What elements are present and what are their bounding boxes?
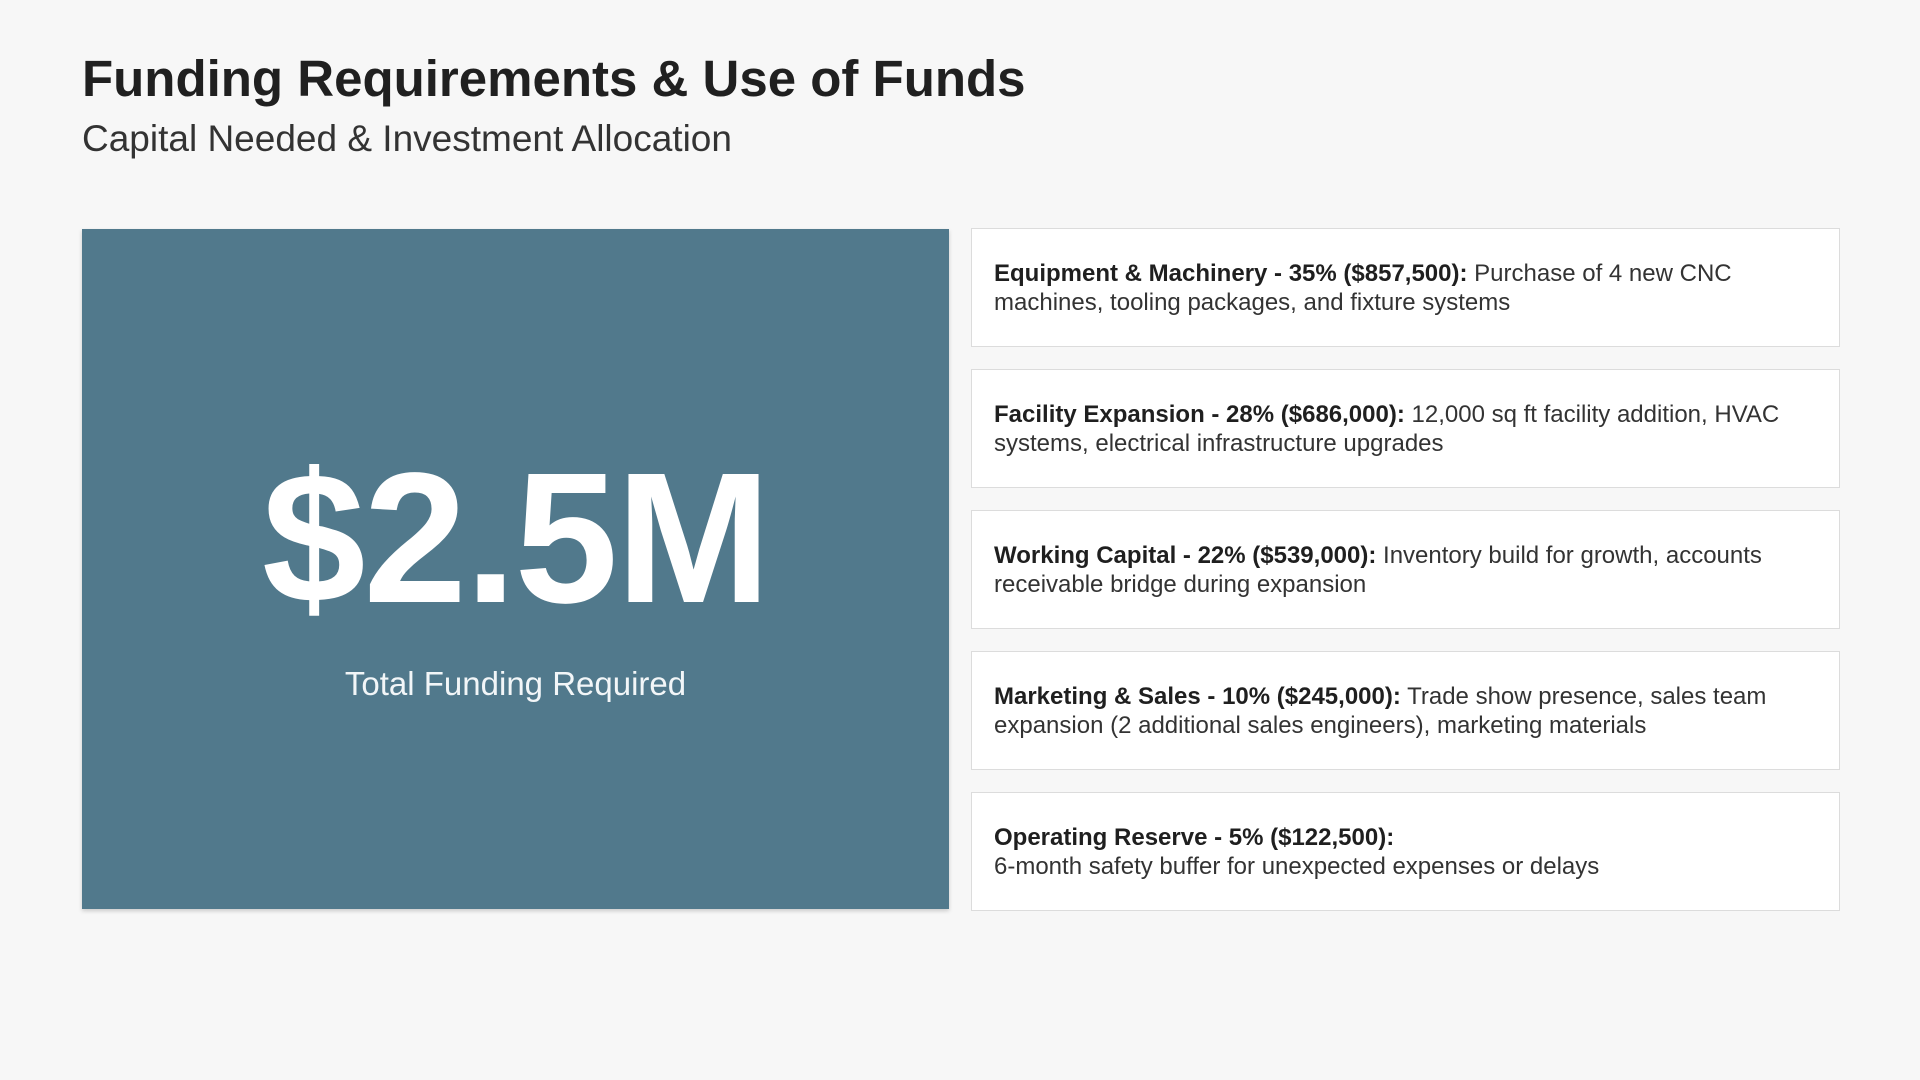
- allocation-text: [994, 400, 1817, 458]
- allocation-heading: Marketing & Sales - 10% ($245,000):: [994, 682, 1401, 710]
- allocation-description: 6-month safety buffer for unexpected expenses or delays: [994, 852, 1600, 880]
- allocation-heading: Working Capital - 22% ($539,000):: [994, 541, 1377, 569]
- allocation-card-facility: [971, 369, 1840, 488]
- allocation-card-operating-reserve: [971, 792, 1840, 911]
- total-funding-caption: Total Funding Required: [344, 665, 687, 702]
- allocation-heading: Operating Reserve - 5% ($122,500):: [994, 823, 1395, 851]
- allocation-heading: Facility Expansion - 28% ($686,000):: [994, 400, 1405, 428]
- allocation-text: [994, 823, 1599, 881]
- allocation-text: [994, 541, 1817, 599]
- allocation-card-working-capital: [971, 510, 1840, 629]
- page-subtitle: Capital Needed & Investment Allocation: [82, 118, 732, 159]
- allocation-heading: Equipment & Machinery - 35% ($857,500):: [994, 259, 1468, 287]
- allocation-text: [994, 259, 1817, 317]
- allocation-description: 12,000 sq ft facility addition, HVAC systems, electrical infrastructure upgrades: [994, 400, 1780, 457]
- allocation-card-equipment: [971, 228, 1840, 347]
- total-funding-amount: $2.5M: [262, 435, 769, 642]
- allocation-description: Trade show presence, sales team expansion (2 additional sales engineers), marketing materials: [994, 682, 1767, 739]
- allocation-text: [994, 682, 1817, 740]
- allocation-description: Inventory build for growth, accounts receivable bridge during expansion: [994, 541, 1762, 598]
- allocation-description: Purchase of 4 new CNC machines, tooling packages, and fixture systems: [994, 259, 1732, 316]
- allocation-card-marketing-sales: [971, 651, 1840, 770]
- use-of-funds-list: [971, 228, 1840, 933]
- total-funding-panel: [82, 229, 949, 909]
- page-title: Funding Requirements & Use of Funds: [82, 50, 1026, 107]
